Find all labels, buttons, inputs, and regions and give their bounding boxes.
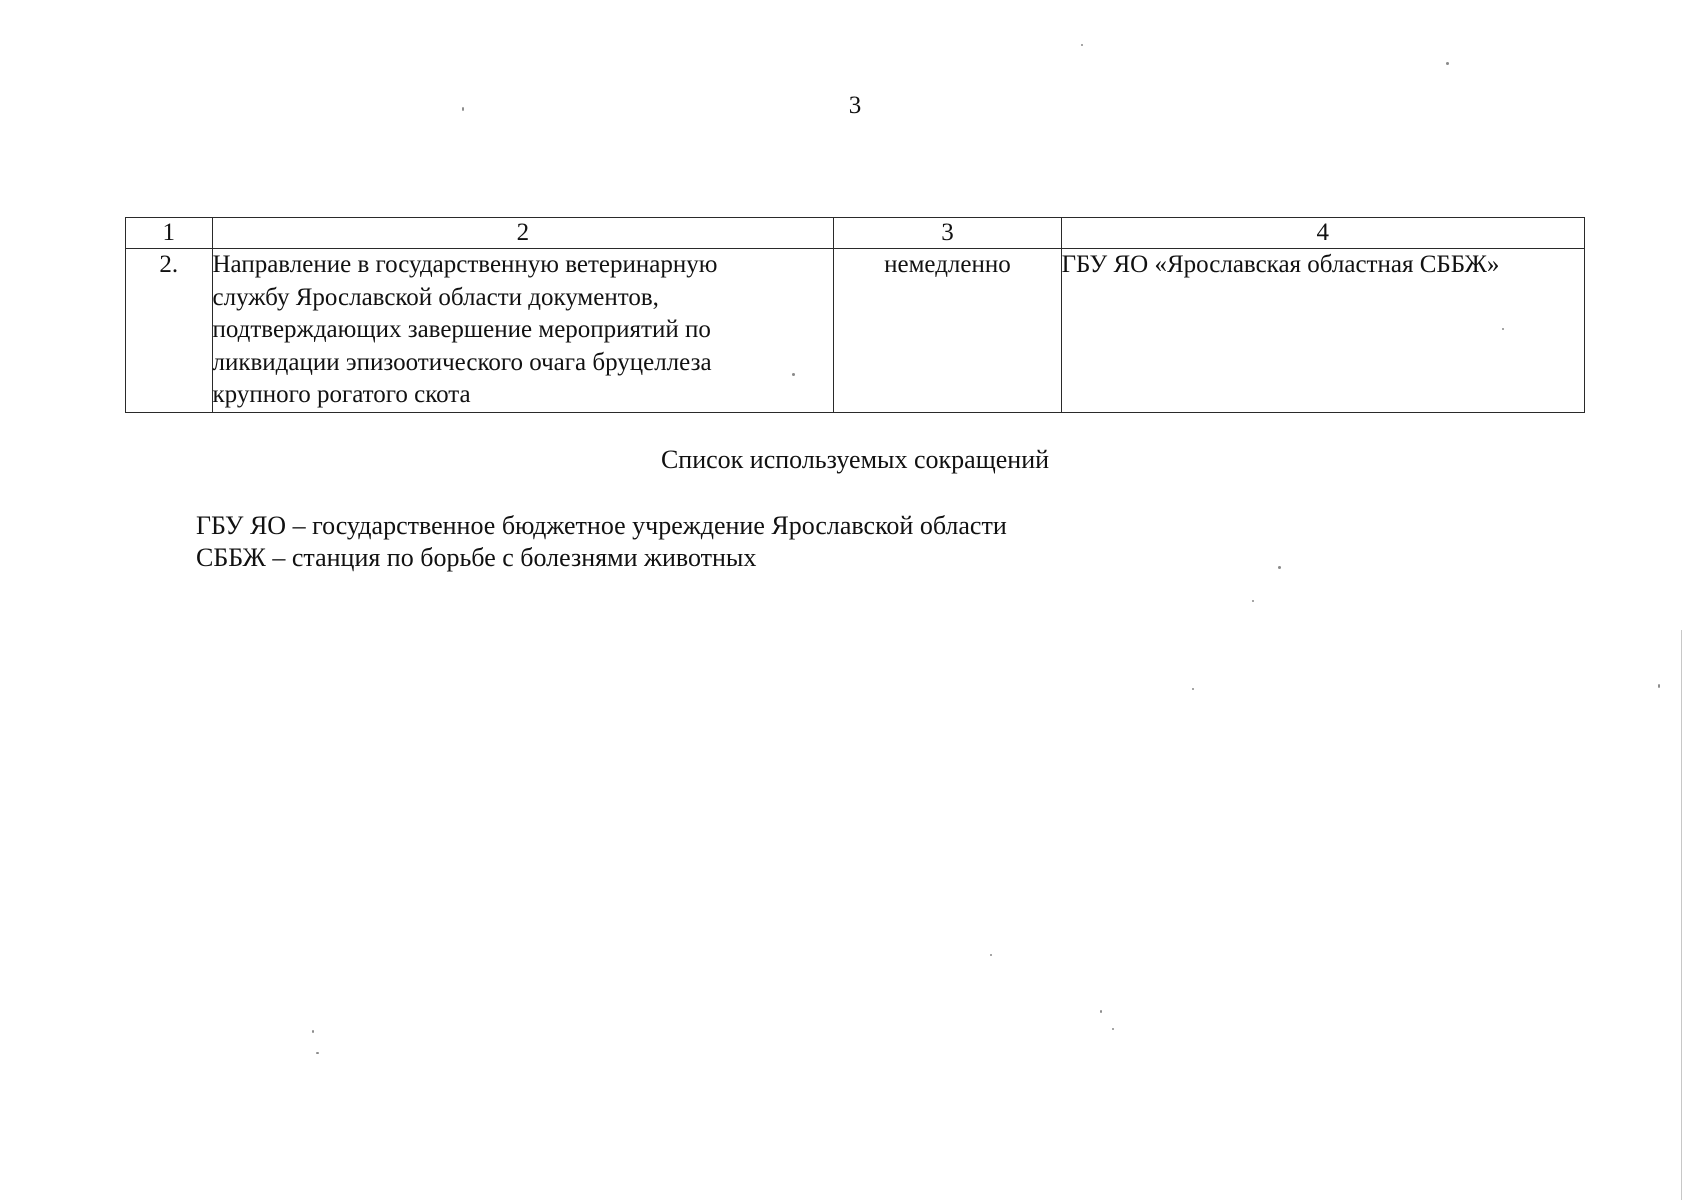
scan-speck [1100, 1010, 1102, 1013]
scan-speck [1112, 1028, 1114, 1030]
table-header-row [126, 218, 1585, 249]
table-header-cell: 2 [212, 218, 834, 249]
abbreviation-item: СББЖ – станция по борьбе с болезнями животных [196, 543, 757, 572]
scan-speck [316, 1052, 319, 1054]
scan-speck [1446, 62, 1449, 65]
table-row [126, 249, 1585, 413]
scan-speck [462, 107, 464, 111]
scan-speck [312, 1030, 314, 1033]
table-header-cell: 1 [126, 218, 213, 249]
scan-speck [1081, 44, 1083, 46]
abbreviations-list [196, 510, 1007, 574]
row-number-cell: 2. [126, 249, 213, 413]
page-number: 3 [848, 92, 862, 119]
scan-speck [990, 954, 992, 956]
abbreviation-item: ГБУ ЯО – государственное бюджетное учреждение Ярославской области [196, 511, 1007, 540]
scan-edge-line [1681, 630, 1682, 1200]
scan-speck [1502, 328, 1504, 330]
responsible-cell: ГБУ ЯО «Ярославская областная СББЖ» [1061, 249, 1584, 413]
measure-description-cell [212, 249, 834, 413]
description-line: Направление в государственную ветеринарную [212, 251, 718, 278]
table-header-cell: 4 [1061, 218, 1584, 249]
measures-table [125, 217, 1585, 413]
scan-speck [1252, 600, 1254, 602]
scan-speck [792, 373, 795, 376]
abbreviations-title: Список используемых сокращений [660, 445, 1050, 474]
term-cell: немедленно [834, 249, 1061, 413]
description-line: службу Ярославской области документов, [212, 283, 659, 311]
table-header-cell: 3 [834, 218, 1061, 249]
scan-speck [1192, 688, 1194, 690]
description-line: крупного рогатого скота [212, 381, 471, 408]
scan-speck [1658, 684, 1660, 688]
scan-speck [1278, 566, 1281, 569]
description-line: ликвидации эпизоотического очага бруцеллеза [212, 348, 712, 376]
description-line: подтверждающих завершение мероприятий по [212, 316, 711, 343]
